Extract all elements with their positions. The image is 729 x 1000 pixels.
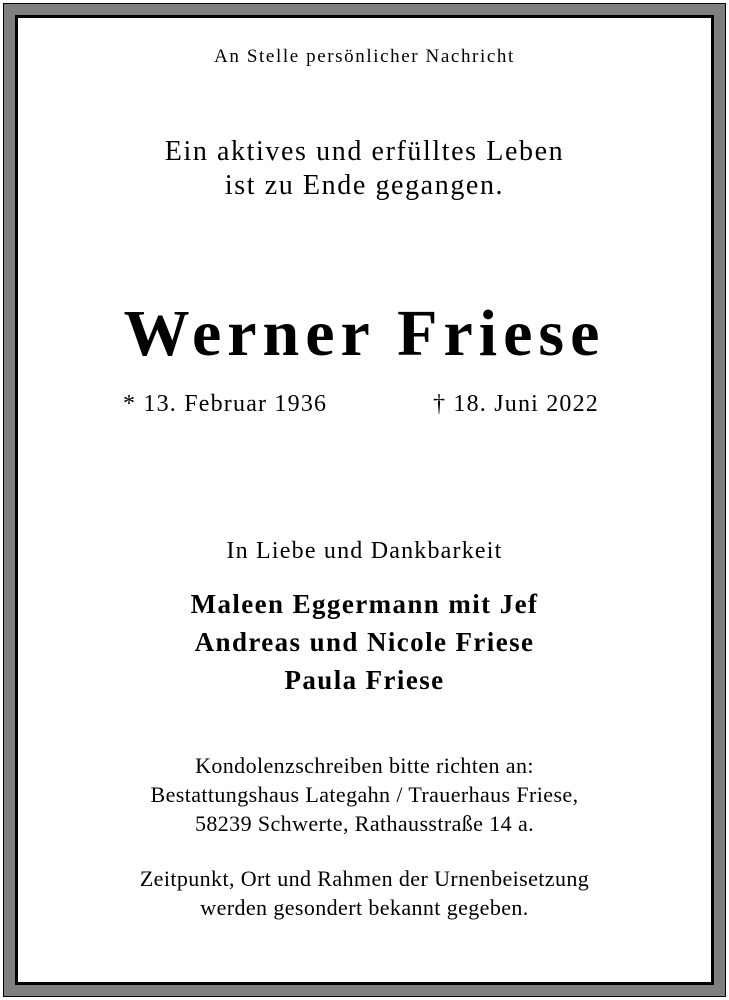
mourner-line-3: Paula Friese [284, 665, 445, 695]
notice-header: An Stelle persönlicher Nachricht [214, 46, 515, 67]
burial-note-line-1: Zeitpunkt, Ort und Rahmen der Urnenbeisetzung [139, 866, 590, 891]
condolence-line-3: 58239 Schwerte, Rathausstraße 14 a. [194, 811, 535, 836]
mourner-line-2: Andreas und Nicole Friese [194, 627, 535, 657]
death-date: † 18. Juni 2022 [433, 391, 600, 417]
closing-phrase: In Liebe und Dankbarkeit [226, 538, 503, 564]
deceased-name: Werner Friese [123, 297, 606, 370]
condolence-line-1: Kondolenzschreiben bitte richten an: [195, 753, 534, 778]
intro-line-1: Ein aktives und erfülltes Leben [164, 136, 565, 167]
burial-note-line-2: werden gesondert bekannt gegeben. [200, 895, 529, 920]
condolence-line-2: Bestattungshaus Lategahn / Trauerhaus Friese, [150, 782, 579, 807]
birth-date: * 13. Februar 1936 [123, 391, 328, 417]
intro-line-2: ist zu Ende gegangen. [224, 170, 505, 201]
mourner-line-1: Maleen Eggermann mit Jef [190, 589, 539, 619]
